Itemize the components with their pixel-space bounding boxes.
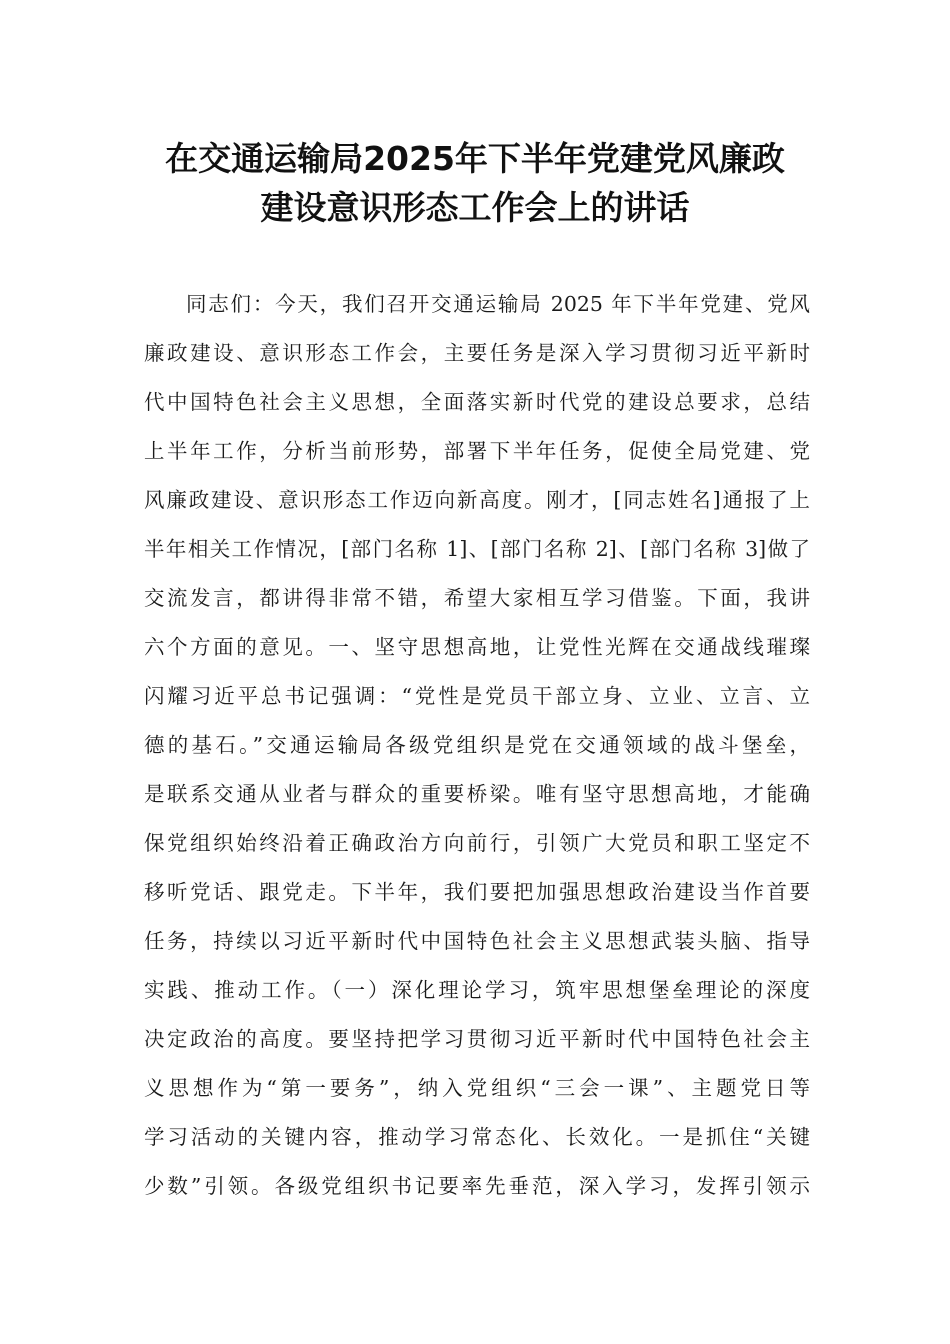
paragraph-line: 廉政建设、意识形态工作会，主要任务是深入学习贯彻习近平新时 bbox=[144, 341, 810, 365]
paragraph-line: 风廉政建设、意识形态工作迈向新高度。刚才，[同志姓名]通报了上 bbox=[144, 488, 810, 512]
paragraph-line: 保党组织始终沿着正确政治方向前行，引领广大党员和职工坚定不 bbox=[144, 831, 810, 855]
paragraph-line: 义思想作为“第一要务”，纳入党组织“三会一课”、主题党日等 bbox=[144, 1076, 810, 1100]
paragraph-line: 六个方面的意见。一、坚守思想高地，让党性光辉在交通战线璀璨 bbox=[144, 635, 810, 659]
paragraph-line: 交流发言，都讲得非常不错，希望大家相互学习借鉴。下面，我讲 bbox=[144, 586, 810, 610]
paragraph-line: 闪耀习近平总书记强调：“党性是党员干部立身、立业、立言、立 bbox=[144, 684, 810, 708]
paragraph-line: 少数”引领。各级党组织书记要率先垂范，深入学习，发挥引领示 bbox=[144, 1174, 810, 1198]
paragraph-line: 任务，持续以习近平新时代中国特色社会主义思想武装头脑、指导 bbox=[144, 929, 810, 953]
document-title-line-2: 建设意识形态工作会上的讲话 bbox=[260, 188, 690, 227]
paragraph-line: 实践、推动工作。（一）深化理论学习，筑牢思想堡垒理论的深度 bbox=[144, 978, 810, 1002]
paragraph-line: 同志们：今天，我们召开交通运输局 2025 年下半年党建、党风 bbox=[186, 292, 810, 316]
paragraph-line: 半年相关工作情况，[部门名称 1]、[部门名称 2]、[部门名称 3]做了 bbox=[144, 537, 810, 561]
document-title-line-1: 在交通运输局2025年下半年党建党风廉政 bbox=[165, 139, 785, 178]
paragraph-line: 是联系交通从业者与群众的重要桥梁。唯有坚守思想高地，才能确 bbox=[144, 782, 810, 806]
paragraph-line: 代中国特色社会主义思想，全面落实新时代党的建设总要求，总结 bbox=[144, 390, 810, 414]
paragraph-line: 学习活动的关键内容，推动学习常态化、长效化。一是抓住“关键 bbox=[144, 1125, 810, 1149]
paragraph-line: 德的基石。”交通运输局各级党组织是党在交通领域的战斗堡垒， bbox=[144, 733, 810, 757]
paragraph-line: 决定政治的高度。要坚持把学习贯彻习近平新时代中国特色社会主 bbox=[144, 1027, 810, 1051]
paragraph-line: 上半年工作，分析当前形势，部署下半年任务，促使全局党建、党 bbox=[144, 439, 810, 463]
paragraph-line: 移听党话、跟党走。下半年，我们要把加强思想政治建设当作首要 bbox=[144, 880, 810, 904]
